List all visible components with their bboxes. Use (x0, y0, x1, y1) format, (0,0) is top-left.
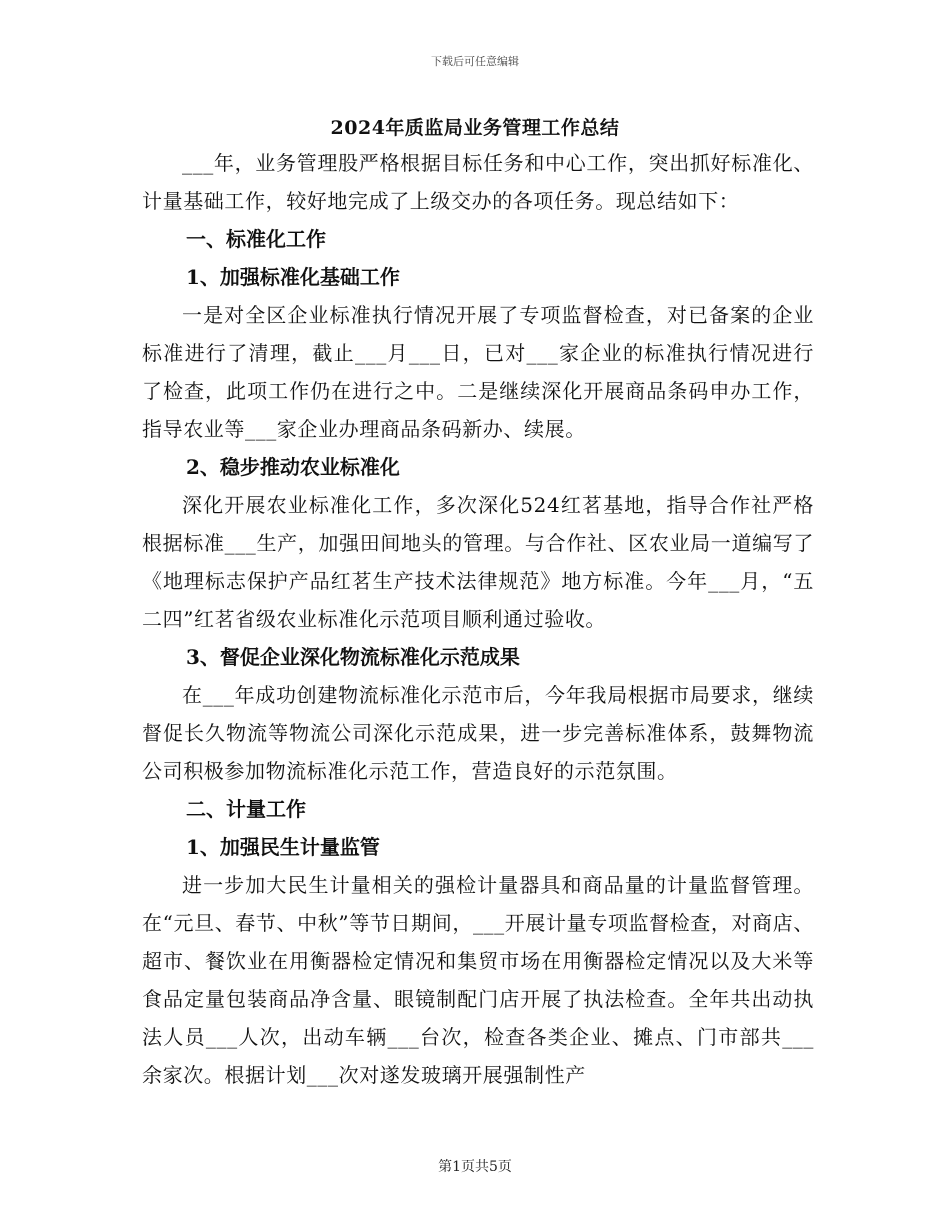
document-body (142, 144, 814, 1094)
page-header-note: 下载后可任意编辑 (431, 55, 519, 68)
subsection-heading-3: 3、督促企业深化物流标准化示范成果 (186, 645, 520, 669)
paragraph-metrology-supervision: 进一步加大民生计量相关的强检计量器具和商品量的计量监督管理。在“元旦、春节、中秋”等节日期间，___开展计量专项监督检查，对商店、超市、餐饮业在用衡器检定情况和集贸市场在用衡器检定情况以及大米等食品定量包装商品净含量、眼镜制配门店开展了执法检查。全年共出动执法人员___人次，出动车辆___台次，检查各类企业、摊点、门市部共___余家次。根据计划___次对遂发玻璃开展强制性产 (142, 873, 814, 1087)
paragraph-standard-inspection: 一是对全区企业标准执行情况开展了专项监督检查，对已备案的企业标准进行了清理，截止___月___日，已对___家企业的标准执行情况进行了检查，此项工作仍在进行之中。二是继续深化开展商品条码申办工作，指导农业等___家企业办理商品条码新办、续展。 (142, 303, 814, 441)
section-heading-standardization: 一、标准化工作 (186, 227, 326, 251)
document-title: 2024年质监局业务管理工作总结 (330, 117, 620, 139)
intro-paragraph: ___年，业务管理股严格根据目标任务和中心工作，突出抓好标准化、计量基础工作，较好地完成了上级交办的各项任务。现总结如下： (142, 151, 814, 213)
page-number-footer: 第1页共5页 (438, 1159, 512, 1175)
paragraph-logistics: 在___年成功创建物流标准化示范市后，今年我局根据市局要求，继续督促长久物流等物流公司深化示范成果，进一步完善标准体系，鼓舞物流公司积极参加物流标准化示范工作，营造良好的示范氛围。 (142, 683, 814, 783)
section-heading-metrology: 二、计量工作 (186, 797, 306, 821)
subsection-heading-2: 2、稳步推动农业标准化 (186, 455, 400, 479)
subsection-heading-1: 1、加强标准化基础工作 (186, 265, 400, 289)
subsection-heading-metrology-1: 1、加强民生计量监管 (186, 835, 380, 859)
paragraph-agriculture-standardization: 深化开展农业标准化工作，多次深化524红茗基地，指导合作社严格根据标准___生产，加强田间地头的管理。与合作社、区农业局一道编写了《地理标志保护产品红茗生产技术法律规范》地方标准。今年___月，“五二四”红茗省级农业标准化示范项目顺利通过验收。 (142, 493, 814, 631)
